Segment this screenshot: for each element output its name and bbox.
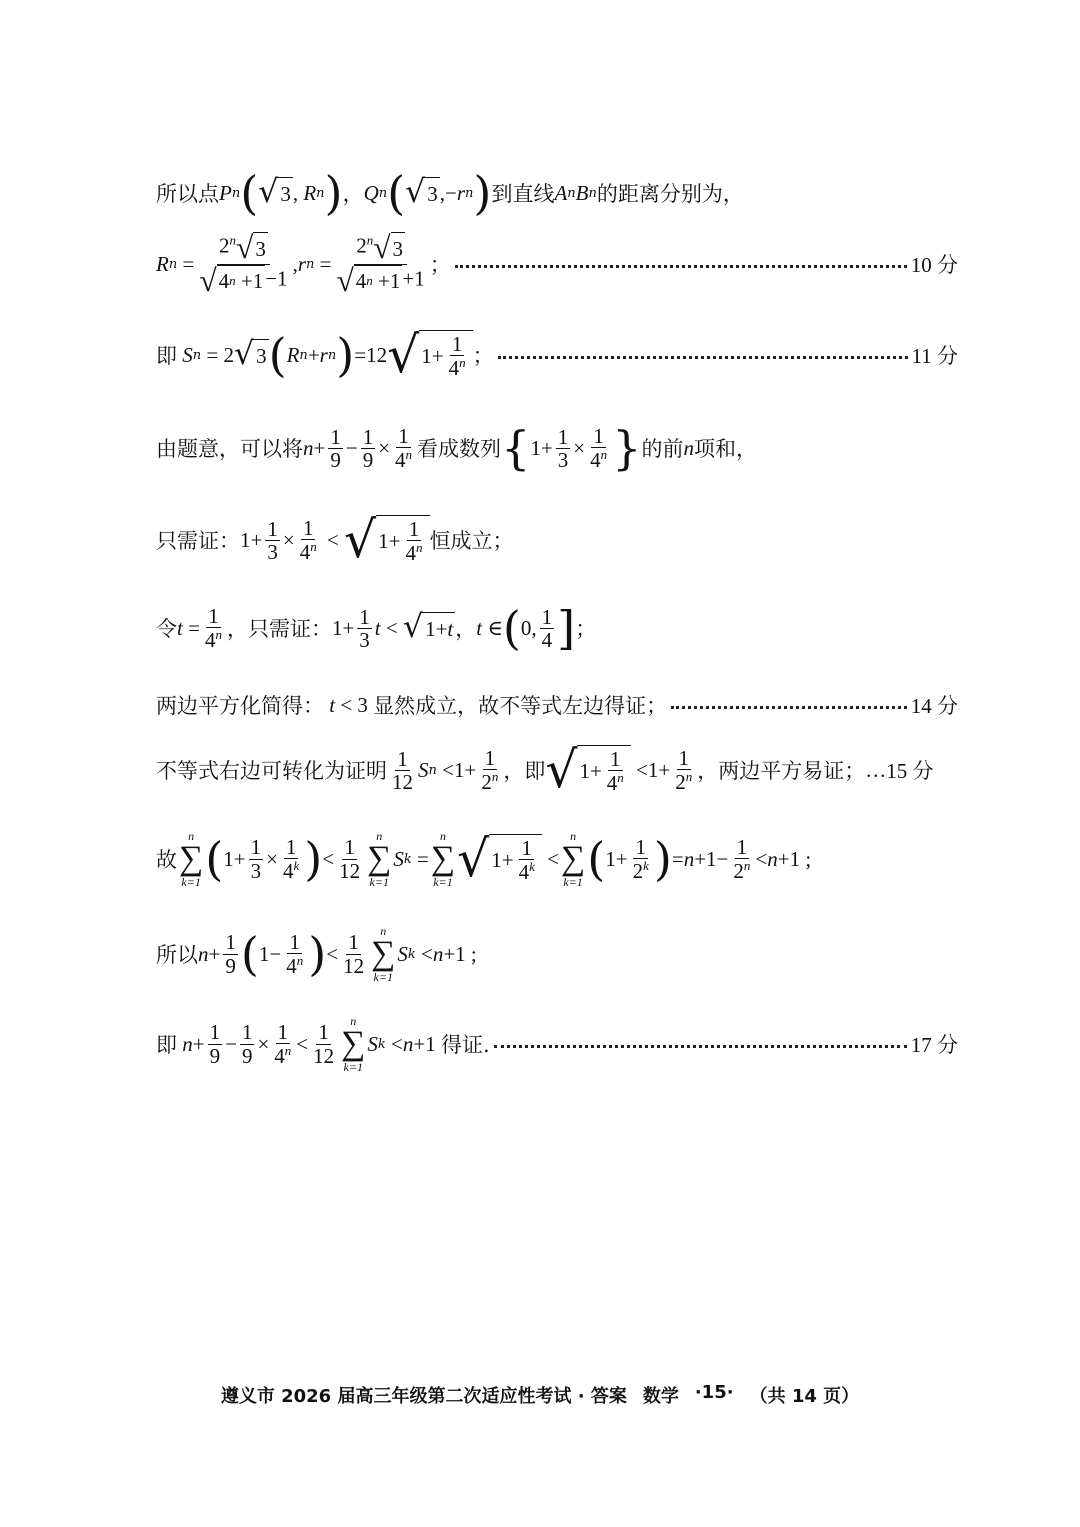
subject-label: 数学 [642, 1386, 679, 1407]
dot-leader [498, 356, 908, 359]
line-distance-intro: 所以点 P n ( √ 3 , R n ) ， Q n ( √ 3 ,− r n ) 到直线 A n B n 的距离分别为， [156, 166, 744, 220]
line-therefore: 所以 n + $\frac{1}{9}$ ( 1− $\frac{1}{4^n}$ ) < $\frac{1}{12}$ n ∑ k=1 S k < n +1 ; [156, 924, 477, 984]
score-label: 10 分 [910, 253, 958, 277]
line-conclusion: 即 n + $\frac{1}{9}$ − $\frac{1}{9}$ × $\frac{1}{4^n}$ < $\frac{1}{12}$ n ∑ k=1 S k < n +1 得证. 17 分 [156, 1014, 958, 1074]
score-label: … [865, 757, 887, 782]
dot-leader [455, 265, 907, 268]
line-sequence: 由题意，可以将 n + $\frac{1}{9}$ − $\frac{1}{9}$ × $\frac{1}{4^n}$ 看成数列 { 1+ $\frac{1}{3}$ × $\frac{1}{4^n}$ } 的前 n 项和， [156, 421, 758, 475]
score-label: 14 分 [910, 694, 958, 718]
page-footer [0, 1382, 1080, 1408]
score-label: 17 分 [910, 1033, 958, 1057]
line-Rn-rn: R n = 2$^n$ √ 3 √ 4 n +1 −1 , r n = 2$^n$ √ 3 √ 4 n +1 +1 ； 10 分 [156, 230, 958, 298]
exam-title: 遵义市 2026 届高三年级第二次适应性考试 · 答案 [220, 1386, 627, 1407]
dot-leader [671, 706, 907, 709]
dot-leader [494, 1045, 907, 1048]
total-pages: （共 14 页） [749, 1386, 860, 1407]
score-label: 15 分 [886, 759, 934, 784]
line-Sn: 即 S n = 2 √ 3 ( R n + r n ) =12 √ 1+ $\frac{1}{4^n}$ ； 11 分 [156, 325, 958, 384]
line-substitution: 令 t = $\frac{1}{4^n}$ ，只需证： 1+ $\frac{1}{3}$ t < √ 1+ t ， t ∈ ( 0, $\frac{1}{4}$ ] ； [156, 601, 597, 655]
fraction: 2$^n$ √ 3 √ 4 n +1 −1 [199, 230, 288, 298]
line-left-proven: 两边平方化简得： t < 3 显然成立，故不等式左边得证； 14 分 [156, 690, 958, 720]
line-need-prove: 只需证： 1+ $\frac{1}{3}$ × $\frac{1}{4^n}$ < √ 1+ $\frac{1}{4^n}$ 恒成立； [156, 510, 514, 569]
fraction: 2$^n$ √ 3 √ 4 n +1 +1 [336, 230, 425, 298]
page-number: ·15· [694, 1382, 734, 1403]
line-sum-chain: 故 n ∑ k=1 ( 1+ $\frac{1}{3}$ × $\frac{1}{4^k}$ ) < $\frac{1}{12}$ n ∑ k=1 S k = n ∑ k=1 √ 1+ $\frac{1}{4^k}$ < n ∑ k=1 ( 1+ $\frac{1}{2^k}$ ) = n +1− $\frac{1}{2^n}$ < n +1 ; [156, 828, 812, 889]
line-right-side: 不等式右边可转化为证明 $\frac{1}{12}$ S n <1+ $\frac{1}{2^n}$ ，即 √ 1+ $\frac{1}{4^n}$ <1+ $\frac{1}{2^n}$ ，两边平方易证； … 15 分 [156, 740, 934, 799]
score-label: 11 分 [911, 344, 958, 369]
